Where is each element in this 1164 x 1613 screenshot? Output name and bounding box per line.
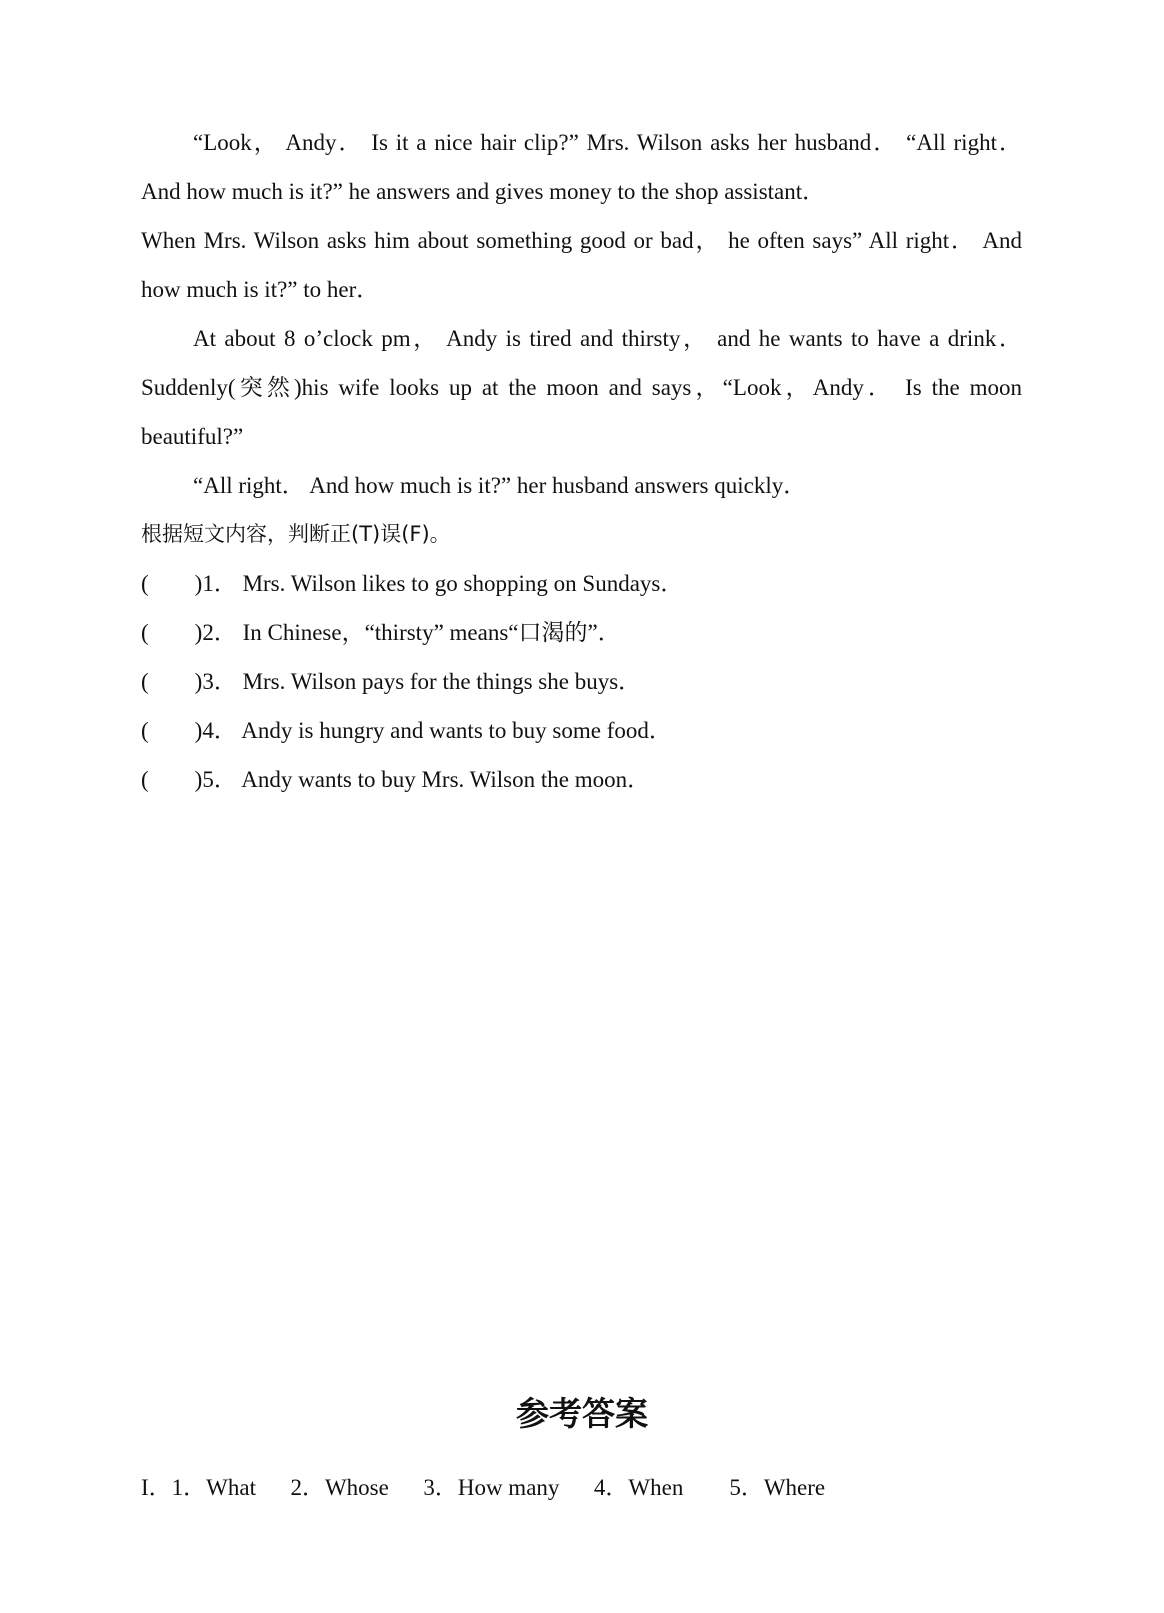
answer-key-title: 参考答案 bbox=[516, 1394, 648, 1433]
passage-paragraph-4: “All right． And how much is it?” her husband answers quickly． bbox=[193, 473, 807, 498]
question-instruction: 根据短文内容，判断正(T)误(F)。 bbox=[141, 522, 451, 546]
question-item-2: ( )2． In Chinese，“thirsty” means“口渴的”． bbox=[141, 620, 621, 645]
reading-section bbox=[141, 118, 1022, 804]
question-item-1: ( )1． Mrs. Wilson likes to go shopping on Sundays． bbox=[141, 571, 684, 596]
question-item-4: ( )4． Andy is hungry and wants to buy some food． bbox=[141, 718, 672, 743]
answer-key-line: I．1．What 2．Whose 3．How many 4．When 5．Where bbox=[141, 1475, 826, 1500]
question-item-3: ( )3． Mrs. Wilson pays for the things she buys． bbox=[141, 669, 642, 694]
question-item-5: ( )5． Andy wants to buy Mrs. Wilson the moon． bbox=[141, 767, 651, 792]
passage-paragraph-2: When Mrs. Wilson asks him about something good or bad， he often says” All right． And how much is it?” to her． bbox=[141, 228, 1022, 302]
passage-paragraph-1: “Look， Andy． Is it a nice hair clip?” Mrs. Wilson asks her husband． “All right． And how much is it?” he answers and gives money to the shop assistant． bbox=[141, 130, 1022, 204]
passage-paragraph-3: At about 8 o’clock pm， Andy is tired and thirsty， and he wants to have a drink． Suddenly(突然)his wife looks up at the moon and says，“Look，Andy． Is the moon beautiful?” bbox=[141, 326, 1022, 449]
